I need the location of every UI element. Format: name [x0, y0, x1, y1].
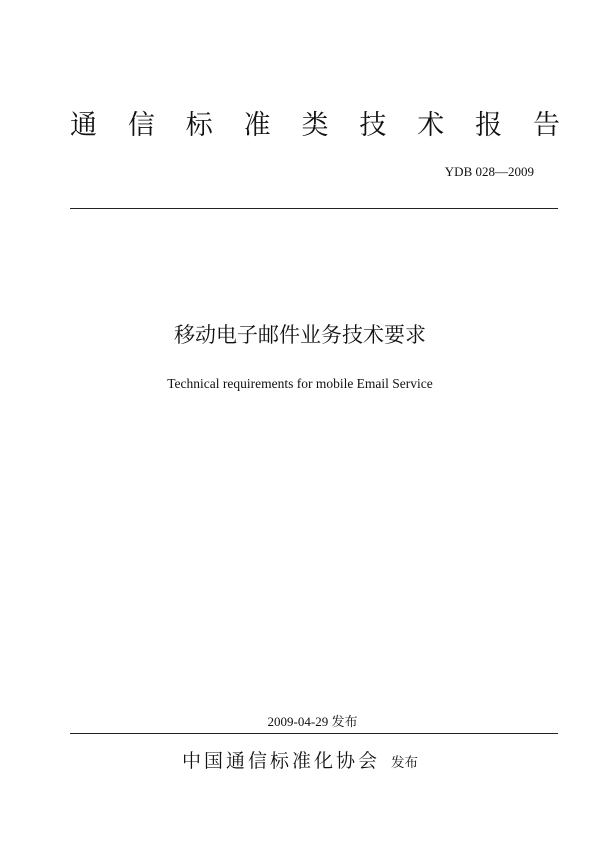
report-type-char: 报: [475, 110, 503, 141]
report-type-char: 术: [417, 110, 445, 141]
publish-date: 2009-04-29 发布: [267, 714, 358, 729]
publisher-name: 中国通信标准化协会: [181, 750, 380, 772]
document-title-cn: 移动电子邮件业务技术要求: [174, 323, 426, 347]
report-type-heading: [70, 104, 560, 148]
bottom-divider: [70, 733, 558, 734]
publisher-line: [0, 746, 600, 778]
document-number: YDB 028—2009: [444, 164, 534, 179]
publisher-action: 发布: [391, 755, 419, 771]
report-type-char: 通: [70, 110, 97, 141]
top-divider: [70, 208, 558, 209]
report-type-char: 技: [359, 110, 387, 141]
report-type-char: 类: [301, 110, 329, 141]
report-type-char: 信: [127, 110, 155, 141]
document-title-en: Technical requirements for mobile Email Service: [167, 376, 433, 391]
report-type-char: 准: [243, 110, 271, 141]
report-type-char: 告: [533, 110, 560, 141]
report-type-char: 标: [185, 110, 213, 141]
